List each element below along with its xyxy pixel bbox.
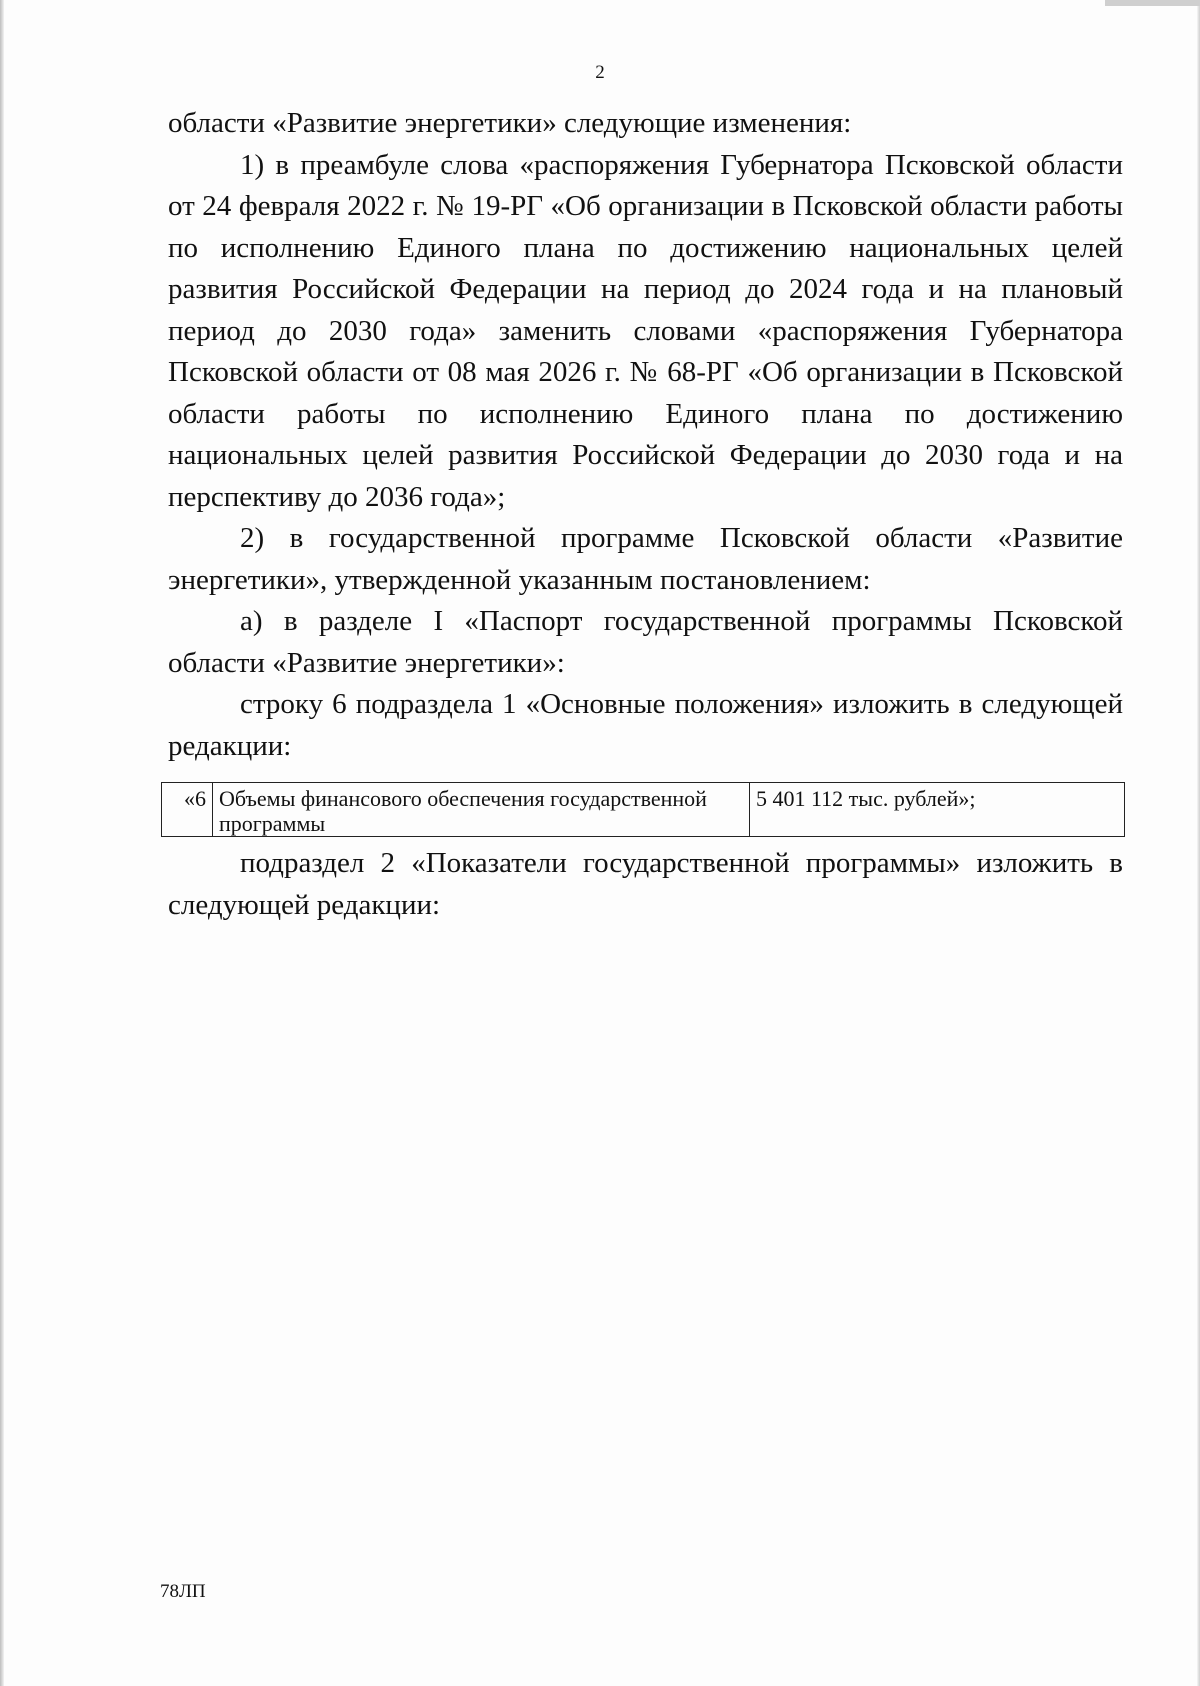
scan-edge-left bbox=[0, 0, 4, 1686]
paragraph-item-1: 1) в преамбуле слова «распоряжения Губернатора Псковской области от 24 февраля 2022 г. № 19-РГ «Об организации в Псковской области работы по исполнению Единого плана по достижению национальных целей развития Российской Федерации на период до 2024 года и на плановый период до 2030 года» заменить словами «распоряжения Губернатора Псковской области от 08 мая 2026 г. № 68-РГ «Об организации в Псковской области работы по исполнению Единого плана по достижению национальных целей развития Российской Федерации до 2030 года и на перспективу до 2036 года»; bbox=[168, 148, 1123, 513]
paragraph-continuation: области «Развитие энергетики» следующие изменения: bbox=[168, 107, 852, 139]
paragraph-row-6-instruction: строку 6 подраздела 1 «Основные положения» изложить в следующей редакции: bbox=[168, 688, 1123, 762]
page-number: 2 bbox=[595, 62, 605, 83]
footer-code: 78ЛП bbox=[160, 1581, 206, 1602]
amendment-table bbox=[161, 782, 1125, 837]
table-cell-name: Объемы финансового обеспечения государственной программы bbox=[213, 783, 750, 837]
body-text-top bbox=[168, 103, 1123, 767]
paragraph-item-2: 2) в государственной программе Псковской области «Развитие энергетики», утвержденной указанным постановлением: bbox=[168, 522, 1123, 596]
table-cell-number: «6 bbox=[162, 783, 213, 837]
body-text-bottom bbox=[168, 843, 1123, 926]
paragraph-subsection-2-instruction: подраздел 2 «Показатели государственной программы» изложить в следующей редакции: bbox=[168, 847, 1123, 921]
table-row bbox=[162, 783, 1125, 837]
scan-corner-mark bbox=[1105, 0, 1200, 6]
table-cell-value: 5 401 112 тыс. рублей»; bbox=[750, 783, 1125, 837]
paragraph-item-2a: а) в разделе I «Паспорт государственной программы Псковской области «Развитие энергетики»: bbox=[168, 605, 1123, 679]
